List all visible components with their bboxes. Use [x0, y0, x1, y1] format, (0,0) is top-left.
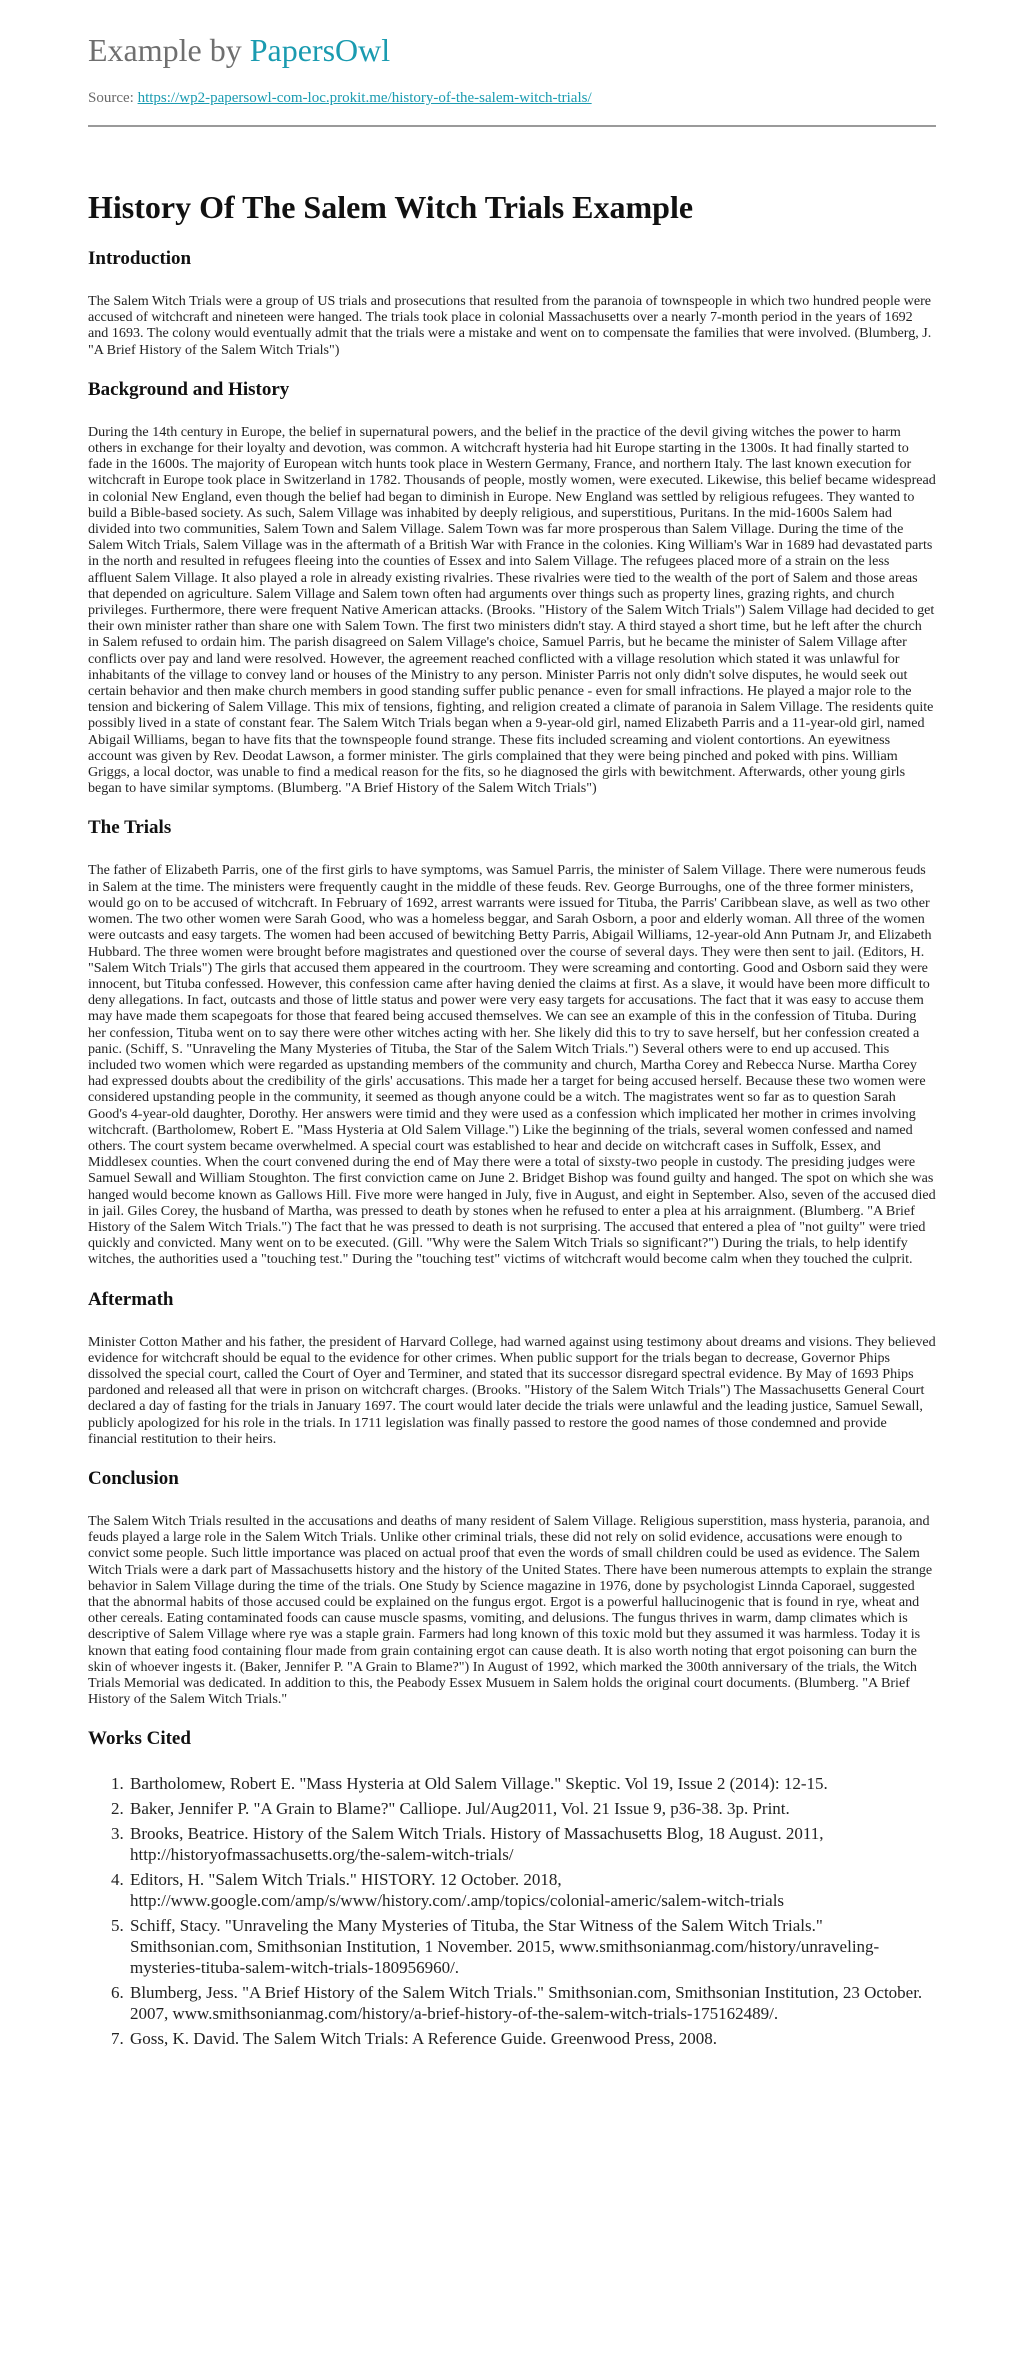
brand-name: PapersOwl — [249, 32, 391, 68]
works-cited-item: 6. Blumberg, Jess. "A Brief History of the Salem Witch Trials." Smithsonian.com, Smithsonian Institution, 23 October. 2007, www.smithsonianmag.com/history/a-brief-history-of-the-salem-witch-trials-175162489/. — [128, 1982, 936, 2024]
works-cited-item: 5. Schiff, Stacy. "Unraveling the Many Mysteries of Tituba, the Star Witness of the Salem Witch Trials." Smithsonian.com, Smithsonian Institution, 1 November. 2015, www.smithsonianmag.com/history/unraveling-mysteries-tituba-salem-witch-trials-180956960/. — [128, 1915, 936, 1978]
section-text-conclusion: The Salem Witch Trials resulted in the accusations and deaths of many resident of Salem Village. Religious superstition, mass hysteria, paranoia, and feuds played a large role in the Salem Witch Trials. Unlike other criminal trials, these did not rely on solid evidence, accusations were enough to convict some people. Such little importance was placed on actual proof that even the words of small children could be used as evidence. The Salem Witch Trials were a dark part of Massachusetts history and the history of the United States. There have been numerous attempts to explain the strange behavior in Salem Village during the time of the trials. One Study by Science magazine in 1976, done by psychologist Linnda Caporael, suggested that the abnormal habits of those accused could be explained on the fungus ergot. Ergot is a powerful hallucinogenic that is found in rye, wheat and other cereals. Eating contaminated foods can cause muscle spasms, vomiting, and delusions. The fungus thrives in warm, damp climates which is descriptive of Salem Village where rye was a staple grain. Farmers had long known of this toxic mold but they assumed it was harmless. Today it is known that eating food containing flour made from grain containing ergot can cause death. It is also worth noting that ergot poisoning can burn the skin of whoever ingests it. (Baker, Jennifer P. "A Grain to Blame?") In August of 1992, which marked the 300th anniversary of the trials, the Witch Trials Memorial was dedicated. In addition to this, the Peabody Essex Musuem in Salem holds the original court documents. (Blumberg. "A Brief History of the Salem Witch Trials." — [88, 1512, 933, 1708]
source-link[interactable]: https://wp2-papersowl-com-loc.prokit.me/history-of-the-salem-witch-trials/ — [137, 90, 592, 106]
works-cited-item: 1. Bartholomew, Robert E. "Mass Hysteria at Old Salem Village." Skeptic. Vol 19, Issue 2 (2014): 12-15. — [128, 1773, 936, 1794]
brand-header — [88, 28, 936, 72]
brand-prefix: Example by — [88, 32, 250, 68]
section-text-aftermath: Minister Cotton Mather and his father, the president of Harvard College, had warned against using testimony about dreams and visions. They believed evidence for witchcraft should be equal to the evidence for other crimes. When public support for the trials began to decrease, Governor Phips dissolved the special court, called the Court of Oyer and Terminer, and stated that its successor disregard spectral evidence. By May of 1693 Phips pardoned and released all that were in prison on witchcraft charges. (Brooks. "History of the Salem Witch Trials") The Massachusetts General Court declared a day of fasting for the trials in January 1697. The court would later decide the trials were unlawful and the leading justice, Samuel Sewall, publicly apologized for his role in the trials. In 1711 legislation was finally passed to restore the good names of those condemned and provide financial restitution to their heirs. — [88, 1333, 936, 1447]
section-heading-background: Background and History — [88, 378, 290, 400]
section-heading-trials: The Trials — [88, 817, 172, 839]
section-text-background: During the 14th century in Europe, the belief in supernatural powers, and the belief in the practice of the devil giving witches the power to harm others in exchange for their loyalty and devotion, was common. A witchcraft hysteria had hit Europe starting in the 1300s. It had finally started to fade in the 1600s. The majority of European witch hunts took place in Western Germany, France, and northern Italy. The last known execution for witchcraft in Europe took place in Switzerland in 1782. Thousands of people, mostly women, were executed. Likewise, this belief became widespread in colonial New England, even though the belief had began to diminish in Europe. New England was settled by religious refugees. They wanted to build a Bible-based society. As such, Salem Village was inhabited by deeply religious, and superstitious, Puritans. In the mid-1600s Salem had divided into two communities, Salem Town and Salem Village. Salem Town was far more prosperous than Salem Village. During the time of the Salem Witch Trials, Salem Village was in the aftermath of a British War with France in the colonies. King William's War in 1689 had devastated parts in the north and resulted in refugees fleeing into the counties of Essex and into Salem Village. The refugees placed more of a strain on the less affluent Salem Village. It also played a role in already existing rivalries. These rivalries were tied to the wealth of the port of Salem and those areas that depended on agriculture. Salem Village and Salem town often had arguments over things such as property lines, grazing rights, and church privileges. Furthermore, there were frequent Native American attacks. (Brooks. "History of the Salem Witch Trials") Salem Village had decided to get their own minister rather than share one with Salem Town. The first two ministers didn't stay. A third stayed a short time, but he left after the church in Salem refused to ordain him. The parish disagreed on Salem Village's choice, Samuel Parris, but he became the minister of Salem Village after conflicts over pay and land were resolved. However, the agreement reached conflicted with a village resolution which stated it was unlawful for inhabitants of the village to convey land or houses of the Ministry to any person. Minister Parris not only didn't solve disputes, he would seek out certain behavior and then make church members in good standing suffer public penance - even for small infractions. He played a major role to the tension and bickering of Salem Village. This mix of tensions, fighting, and religion created a climate of paranoia in Salem Village. The residents quite possibly lived in a state of constant fear. The Salem Witch Trials began when a 9-year-old girl, named Elizabeth Parris and a 11-year-old girl, named Abigail Williams, began to have fits that the townspeople found strange. These fits included screaming and violent contortions. An eyewitness account was given by Rev. Deodat Lawson, a former minister. The girls complained that they were being pinched and poked with pins. William Griggs, a local doctor, was unable to find a medical reason for the fits, so he diagnosed the girls with bewitchment. Afterwards, other young girls began to have similar symptoms. (Blumberg. "A Brief History of the Salem Witch Trials") — [88, 423, 936, 797]
works-cited-heading: Works Cited — [88, 1728, 191, 1750]
section-text-introduction: The Salem Witch Trials were a group of US trials and prosecutions that resulted from the paranoia of townspeople in which two hundred people were accused of witchcraft and nineteen were hanged. The trials took place in colonial Massachusetts over a nearly 7-month period in the years of 1692 and 1693. The colony would eventually admit that the trials were a mistake and went on to compensate the families that were involved. (Blumberg, J. "A Brief History of the Salem Witch Trials") — [88, 293, 932, 358]
works-cited-item: 7. Goss, K. David. The Salem Witch Trials: A Reference Guide. Greenwood Press, 2008. — [128, 2028, 936, 2049]
header-divider — [88, 125, 936, 127]
page-title: History Of The Salem Witch Trials Example — [88, 189, 694, 225]
works-cited-item: 2. Baker, Jennifer P. "A Grain to Blame?" Calliope. Jul/Aug2011, Vol. 21 Issue 9, p36-38. 3p. Print. — [128, 1798, 936, 1819]
source-label: Source: — [88, 90, 138, 106]
works-cited-item: 4. Editors, H. "Salem Witch Trials." HISTORY. 12 October. 2018, http://www.google.com/amp/s/www/history.com/.amp/topics/colonial-americ/salem-witch-trials — [128, 1869, 936, 1911]
source-line — [88, 90, 936, 107]
section-text-trials: The father of Elizabeth Parris, one of the first girls to have symptoms, was Samuel Parris, the minister of Salem Village. There were numerous feuds in Salem at the time. The ministers were frequently caught in the middle of these feuds. Rev. George Burroughs, one of the three former ministers, would go on to be accused of witchcraft. In February of 1692, arrest warrants were issued for Tituba, the Parris' Caribbean slave, as well as two other women. The two other women were Sarah Good, who was a homeless beggar, and Sarah Osborn, a poor and elderly woman. All three of the women were outcasts and easy targets. The women had been accused of bewitching Betty Parris, Abigail Williams, 12-year-old Ann Putnam Jr, and Elizabeth Hubbard. The three women were brought before magistrates and questioned over the course of several days. They were then sent to jail. (Editors, H. "Salem Witch Trials") The girls that accused them appeared in the courtroom. They were screaming and contorting. Good and Osborn said they were innocent, but Tituba confessed. However, this confession came after having denied the claims at first. As a slave, it would have been more difficult to deny allegations. In fact, outcasts and those of little status and power were very easy targets for accusations. The fact that it was easy to accuse them may have made them scapegoats for those that feared being accused themselves. We can see an example of this in the confession of Tituba. During her confession, Tituba went on to say there were other witches acting with her. She likely did this to try to save herself, but her confession created a panic. (Schiff, S. "Unraveling the Many Mysteries of Tituba, the Star of the Salem Witch Trials.") Several others were to end up accused. This included two women which were regarded as upstanding members of the community and church, Martha Corey and Rebecca Nurse. Martha Corey had expressed doubts about the credibility of the girls' accusations. This made her a target for being accused herself. Because these two women were considered upstanding people in the community, it seemed as though anyone could be a witch. The magistrates went so far as to question Sarah Good's 4-year-old daughter, Dorothy. Her answers were timid and they were used as a confession which implicated her mother in crimes involving witchcraft. (Bartholomew, Robert E. "Mass Hysteria at Old Salem Village.") Like the beginning of the trials, several women confessed and named others. The court system became overwhelmed. A special court was established to hear and decide on witchcraft cases in Suffolk, Essex, and Middlesex counties. When the court convened during the end of May there were a total of sixsty-two people in custody. The presiding judges were Samuel Sewall and William Stoughton. The first conviction came on June 2. Bridget Bishop was found guilty and hanged. The spot on which she was hanged would become known as Gallows Hill. Five more were hanged in July, five in August, and eight in September. Also, seven of the accused died in jail. Giles Corey, the husband of Martha, was pressed to death by stones when he refused to enter a plea at his arraignment. (Blumberg. "A Brief History of the Salem Witch Trials.") The fact that he was pressed to death is not surprising. The accused that entered a plea of "not guilty" were tried quickly and convicted. Many went on to be executed. (Gill. "Why were the Salem Witch Trials so significant?") During the trials, to help identify witches, the authorities used a "touching test." During the "touching test" victims of witchcraft would become calm when they touched the culprit. — [88, 862, 936, 1268]
works-cited-item: 3. Brooks, Beatrice. History of the Salem Witch Trials. History of Massachusetts Blog, 18 August. 2011, http://historyofmassachusetts.org/the-salem-witch-trials/ — [128, 1823, 936, 1865]
section-heading-conclusion: Conclusion — [88, 1467, 179, 1489]
works-cited-list — [88, 1773, 936, 2049]
section-heading-aftermath: Aftermath — [88, 1288, 174, 1310]
section-heading-introduction: Introduction — [88, 248, 192, 269]
